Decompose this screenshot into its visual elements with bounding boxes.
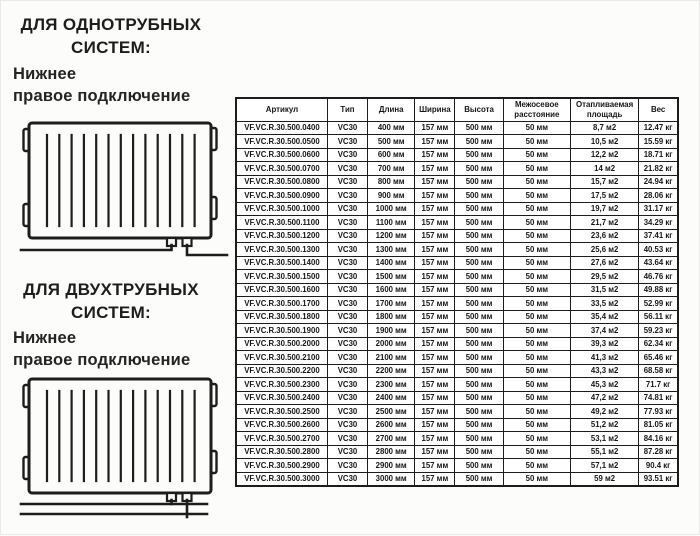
- column-header: Длина: [368, 98, 415, 121]
- table-cell: 50 мм: [503, 229, 570, 243]
- column-header: Межосевое расстояние: [503, 98, 570, 121]
- table-cell: 157 мм: [415, 297, 455, 311]
- table-cell: 41,3 м2: [570, 351, 638, 365]
- table-cell: VF.VC.R.30.500.1900: [236, 324, 327, 338]
- table-cell: 157 мм: [415, 135, 455, 149]
- table-cell: 2400 мм: [368, 391, 415, 405]
- table-cell: 1800 мм: [368, 310, 415, 324]
- table-cell: 157 мм: [415, 391, 455, 405]
- table-cell: 50 мм: [503, 121, 570, 135]
- table-cell: 12,2 м2: [570, 148, 638, 162]
- single-pipe-right: [187, 245, 227, 255]
- table-cell: 157 мм: [415, 229, 455, 243]
- table-cell: 500 мм: [455, 297, 503, 311]
- table-cell: 21.82 кг: [639, 162, 678, 176]
- table-cell: 157 мм: [415, 445, 455, 459]
- table-cell: VC30: [327, 216, 367, 230]
- table-cell: VC30: [327, 283, 367, 297]
- table-cell: 500 мм: [455, 162, 503, 176]
- table-cell: 81.05 кг: [639, 418, 678, 432]
- table-cell: 500 мм: [455, 418, 503, 432]
- table-cell: VF.VC.R.30.500.2000: [236, 337, 327, 351]
- table-cell: 24.94 кг: [639, 175, 678, 189]
- table-row: [236, 135, 678, 149]
- table-cell: 157 мм: [415, 324, 455, 338]
- table-cell: 50 мм: [503, 378, 570, 392]
- table-row: [236, 256, 678, 270]
- table-cell: 500 мм: [455, 216, 503, 230]
- two-pipe-systems-heading: ДЛЯ ДВУХТРУБНЫХ СИСТЕМ:: [23, 280, 199, 322]
- table-cell: 157 мм: [415, 162, 455, 176]
- table-cell: 157 мм: [415, 310, 455, 324]
- table-cell: 49,2 м2: [570, 405, 638, 419]
- column-header: Высота: [455, 98, 503, 121]
- table-cell: VF.VC.R.30.500.1600: [236, 283, 327, 297]
- table-cell: 10,5 м2: [570, 135, 638, 149]
- table-cell: 1500 мм: [368, 270, 415, 284]
- table-cell: 500 мм: [455, 378, 503, 392]
- table-cell: 33,5 м2: [570, 297, 638, 311]
- table-cell: 157 мм: [415, 405, 455, 419]
- table-cell: 500 мм: [455, 351, 503, 365]
- table-row: [236, 216, 678, 230]
- table-cell: 50 мм: [503, 459, 570, 473]
- table-cell: VC30: [327, 337, 367, 351]
- table-row: [236, 310, 678, 324]
- table-cell: 157 мм: [415, 148, 455, 162]
- table-cell: 68.58 кг: [639, 364, 678, 378]
- table-cell: 17,5 м2: [570, 189, 638, 203]
- table-row: [236, 337, 678, 351]
- table-cell: 50 мм: [503, 189, 570, 203]
- table-cell: VF.VC.R.30.500.1700: [236, 297, 327, 311]
- table-cell: VC30: [327, 297, 367, 311]
- table-row: [236, 459, 678, 473]
- table-cell: 157 мм: [415, 378, 455, 392]
- table-cell: 157 мм: [415, 432, 455, 446]
- table-row: [236, 418, 678, 432]
- table-row: [236, 270, 678, 284]
- table-cell: 45,3 м2: [570, 378, 638, 392]
- table-cell: 1900 мм: [368, 324, 415, 338]
- table-cell: 157 мм: [415, 243, 455, 257]
- table-cell: 157 мм: [415, 270, 455, 284]
- table-cell: 65.46 кг: [639, 351, 678, 365]
- table-cell: VF.VC.R.30.500.1300: [236, 243, 327, 257]
- one-pipe-systems-heading: ДЛЯ ОДНОТРУБНЫХ СИСТЕМ:: [20, 15, 202, 57]
- connection-label-line2: правое подключение: [13, 87, 191, 105]
- table-cell: 50 мм: [503, 243, 570, 257]
- table-cell: VF.VC.R.30.500.2500: [236, 405, 327, 419]
- table-cell: 62.34 кг: [639, 337, 678, 351]
- table-cell: 40.53 кг: [639, 243, 678, 257]
- table-cell: 28.06 кг: [639, 189, 678, 203]
- table-cell: 12.47 кг: [639, 121, 678, 135]
- spec-table-body: [236, 121, 678, 486]
- table-cell: 1200 мм: [368, 229, 415, 243]
- table-cell: VC30: [327, 351, 367, 365]
- table-cell: 157 мм: [415, 472, 455, 486]
- table-cell: VF.VC.R.30.500.3000: [236, 472, 327, 486]
- table-cell: 157 мм: [415, 189, 455, 203]
- table-cell: VC30: [327, 364, 367, 378]
- table-cell: 43.64 кг: [639, 256, 678, 270]
- table-cell: 18.71 кг: [639, 148, 678, 162]
- table-cell: 50 мм: [503, 175, 570, 189]
- table-cell: 2900 мм: [368, 459, 415, 473]
- table-cell: 500 мм: [455, 229, 503, 243]
- table-cell: 157 мм: [415, 175, 455, 189]
- table-cell: VC30: [327, 378, 367, 392]
- table-cell: VC30: [327, 135, 367, 149]
- table-cell: 2500 мм: [368, 405, 415, 419]
- table-cell: VF.VC.R.30.500.2700: [236, 432, 327, 446]
- table-cell: 50 мм: [503, 297, 570, 311]
- table-row: [236, 445, 678, 459]
- table-cell: 157 мм: [415, 351, 455, 365]
- table-cell: 157 мм: [415, 202, 455, 216]
- table-cell: 500 мм: [455, 337, 503, 351]
- table-cell: 500 мм: [455, 432, 503, 446]
- column-header: Отапливаемая площадь: [570, 98, 638, 121]
- table-cell: 39,3 м2: [570, 337, 638, 351]
- table-cell: 50 мм: [503, 270, 570, 284]
- table-cell: 2300 мм: [368, 378, 415, 392]
- table-cell: 50 мм: [503, 216, 570, 230]
- connection-label-line1: Нижнее: [13, 329, 77, 347]
- table-cell: 59 м2: [570, 472, 638, 486]
- table-row: [236, 405, 678, 419]
- table-cell: 57,1 м2: [570, 459, 638, 473]
- table-cell: VC30: [327, 472, 367, 486]
- table-cell: VF.VC.R.30.500.1500: [236, 270, 327, 284]
- table-cell: 2000 мм: [368, 337, 415, 351]
- table-cell: 53,1 м2: [570, 432, 638, 446]
- table-cell: 500 мм: [455, 364, 503, 378]
- table-cell: 8,7 м2: [570, 121, 638, 135]
- table-cell: 15,7 м2: [570, 175, 638, 189]
- table-row: [236, 324, 678, 338]
- table-cell: 500 мм: [455, 324, 503, 338]
- table-cell: 23,6 м2: [570, 229, 638, 243]
- single-pipe-radiator-diagram: [1, 113, 231, 263]
- table-row: [236, 121, 678, 135]
- table-row: [236, 297, 678, 311]
- table-cell: VF.VC.R.30.500.0500: [236, 135, 327, 149]
- table-cell: 500 мм: [455, 310, 503, 324]
- table-row: [236, 162, 678, 176]
- table-cell: VC30: [327, 432, 367, 446]
- two-pipe-connection-label: [13, 327, 228, 371]
- table-row: [236, 351, 678, 365]
- table-cell: VC30: [327, 459, 367, 473]
- table-cell: VC30: [327, 324, 367, 338]
- table-cell: VC30: [327, 121, 367, 135]
- table-cell: 500 мм: [368, 135, 415, 149]
- table-cell: VC30: [327, 270, 367, 284]
- table-cell: 50 мм: [503, 445, 570, 459]
- table-cell: 2700 мм: [368, 432, 415, 446]
- table-cell: 15.59 кг: [639, 135, 678, 149]
- table-cell: 49.88 кг: [639, 283, 678, 297]
- table-cell: 14 м2: [570, 162, 638, 176]
- table-cell: 50 мм: [503, 364, 570, 378]
- table-row: [236, 378, 678, 392]
- table-cell: 50 мм: [503, 418, 570, 432]
- table-cell: 900 мм: [368, 189, 415, 203]
- table-row: [236, 229, 678, 243]
- table-cell: 50 мм: [503, 351, 570, 365]
- table-cell: VF.VC.R.30.500.1200: [236, 229, 327, 243]
- table-cell: 500 мм: [455, 135, 503, 149]
- table-row: [236, 148, 678, 162]
- table-cell: VC30: [327, 391, 367, 405]
- connection-schemes-panel: [1, 1, 233, 536]
- column-header: Вес: [639, 98, 678, 121]
- table-cell: VC30: [327, 148, 367, 162]
- table-row: [236, 202, 678, 216]
- table-cell: VF.VC.R.30.500.2100: [236, 351, 327, 365]
- table-cell: VF.VC.R.30.500.1100: [236, 216, 327, 230]
- table-cell: VF.VC.R.30.500.2900: [236, 459, 327, 473]
- table-cell: 37,4 м2: [570, 324, 638, 338]
- table-cell: 46.76 кг: [639, 270, 678, 284]
- table-cell: 2100 мм: [368, 351, 415, 365]
- table-cell: 84.16 кг: [639, 432, 678, 446]
- table-cell: 157 мм: [415, 364, 455, 378]
- column-header: Артикул: [236, 98, 327, 121]
- table-cell: 500 мм: [455, 405, 503, 419]
- table-row: [236, 175, 678, 189]
- table-row: [236, 283, 678, 297]
- table-cell: VC30: [327, 162, 367, 176]
- table-cell: VC30: [327, 229, 367, 243]
- table-cell: 51,2 м2: [570, 418, 638, 432]
- table-cell: 50 мм: [503, 256, 570, 270]
- column-header: Ширина: [415, 98, 455, 121]
- table-cell: 157 мм: [415, 121, 455, 135]
- table-cell: VF.VC.R.30.500.2800: [236, 445, 327, 459]
- table-cell: 1400 мм: [368, 256, 415, 270]
- table-cell: 35,4 м2: [570, 310, 638, 324]
- table-cell: 157 мм: [415, 337, 455, 351]
- table-row: [236, 391, 678, 405]
- table-cell: 52.99 кг: [639, 297, 678, 311]
- table-cell: 34.29 кг: [639, 216, 678, 230]
- table-cell: 87.28 кг: [639, 445, 678, 459]
- table-cell: 1700 мм: [368, 297, 415, 311]
- table-cell: 50 мм: [503, 148, 570, 162]
- table-cell: 500 мм: [455, 391, 503, 405]
- table-cell: 157 мм: [415, 256, 455, 270]
- table-cell: VF.VC.R.30.500.0400: [236, 121, 327, 135]
- table-cell: 93.51 кг: [639, 472, 678, 486]
- table-cell: 25,6 м2: [570, 243, 638, 257]
- table-cell: VF.VC.R.30.500.2400: [236, 391, 327, 405]
- table-cell: VF.VC.R.30.500.0600: [236, 148, 327, 162]
- radiator-spec-table: [235, 97, 679, 487]
- table-cell: 29,5 м2: [570, 270, 638, 284]
- table-cell: 77.93 кг: [639, 405, 678, 419]
- table-cell: 500 мм: [455, 270, 503, 284]
- table-cell: 400 мм: [368, 121, 415, 135]
- table-row: [236, 189, 678, 203]
- table-cell: VC30: [327, 189, 367, 203]
- table-cell: 21,7 м2: [570, 216, 638, 230]
- table-cell: VF.VC.R.30.500.0900: [236, 189, 327, 203]
- table-cell: 37.41 кг: [639, 229, 678, 243]
- table-cell: VF.VC.R.30.500.0700: [236, 162, 327, 176]
- table-cell: 43,3 м2: [570, 364, 638, 378]
- one-pipe-connection-label: [13, 63, 228, 107]
- table-cell: VF.VC.R.30.500.1000: [236, 202, 327, 216]
- table-row: [236, 243, 678, 257]
- table-cell: 500 мм: [455, 283, 503, 297]
- table-cell: 500 мм: [455, 459, 503, 473]
- table-row: [236, 432, 678, 446]
- table-cell: 50 мм: [503, 405, 570, 419]
- table-cell: 500 мм: [455, 202, 503, 216]
- table-cell: VC30: [327, 202, 367, 216]
- table-cell: 1600 мм: [368, 283, 415, 297]
- table-cell: 600 мм: [368, 148, 415, 162]
- table-cell: 1100 мм: [368, 216, 415, 230]
- table-cell: 50 мм: [503, 324, 570, 338]
- table-cell: 50 мм: [503, 337, 570, 351]
- table-cell: VC30: [327, 418, 367, 432]
- two-pipe-radiator-diagram: [1, 369, 231, 531]
- table-cell: VF.VC.R.30.500.1800: [236, 310, 327, 324]
- table-cell: VC30: [327, 405, 367, 419]
- table-cell: 55,1 м2: [570, 445, 638, 459]
- table-row: [236, 472, 678, 486]
- table-cell: 50 мм: [503, 162, 570, 176]
- table-cell: 56.11 кг: [639, 310, 678, 324]
- table-cell: 50 мм: [503, 432, 570, 446]
- table-header-row: [236, 98, 678, 121]
- table-cell: 50 мм: [503, 283, 570, 297]
- table-cell: VC30: [327, 175, 367, 189]
- table-cell: 800 мм: [368, 175, 415, 189]
- table-cell: 90.4 кг: [639, 459, 678, 473]
- table-cell: 500 мм: [455, 445, 503, 459]
- table-row: [236, 364, 678, 378]
- single-pipe-left: [21, 245, 172, 250]
- table-cell: 50 мм: [503, 391, 570, 405]
- table-cell: VF.VC.R.30.500.2200: [236, 364, 327, 378]
- table-cell: 500 мм: [455, 175, 503, 189]
- table-cell: 157 мм: [415, 216, 455, 230]
- table-cell: VC30: [327, 310, 367, 324]
- table-cell: 1300 мм: [368, 243, 415, 257]
- table-cell: VF.VC.R.30.500.2300: [236, 378, 327, 392]
- table-cell: 700 мм: [368, 162, 415, 176]
- table-cell: VF.VC.R.30.500.2600: [236, 418, 327, 432]
- table-cell: 50 мм: [503, 135, 570, 149]
- table-cell: 500 мм: [455, 256, 503, 270]
- table-cell: 31.17 кг: [639, 202, 678, 216]
- connection-label-line1: Нижнее: [13, 65, 77, 83]
- table-cell: 500 мм: [455, 472, 503, 486]
- table-cell: VC30: [327, 256, 367, 270]
- table-cell: 3000 мм: [368, 472, 415, 486]
- table-cell: 71.7 кг: [639, 378, 678, 392]
- table-cell: 2600 мм: [368, 418, 415, 432]
- table-cell: 500 мм: [455, 148, 503, 162]
- table-cell: 157 мм: [415, 418, 455, 432]
- connection-label-line2: правое подключение: [13, 351, 191, 369]
- table-cell: 31,5 м2: [570, 283, 638, 297]
- table-cell: 19,7 м2: [570, 202, 638, 216]
- table-cell: 2800 мм: [368, 445, 415, 459]
- table-cell: 50 мм: [503, 472, 570, 486]
- radiator-spec-table-panel: [235, 97, 679, 487]
- table-cell: 1000 мм: [368, 202, 415, 216]
- table-cell: 50 мм: [503, 202, 570, 216]
- table-cell: 500 мм: [455, 189, 503, 203]
- table-cell: VF.VC.R.30.500.1400: [236, 256, 327, 270]
- table-cell: 157 мм: [415, 459, 455, 473]
- table-cell: 500 мм: [455, 121, 503, 135]
- table-cell: 50 мм: [503, 310, 570, 324]
- table-cell: 59.23 кг: [639, 324, 678, 338]
- table-cell: VC30: [327, 243, 367, 257]
- table-cell: 27,6 м2: [570, 256, 638, 270]
- table-cell: VF.VC.R.30.500.0800: [236, 175, 327, 189]
- table-cell: 2200 мм: [368, 364, 415, 378]
- table-cell: 500 мм: [455, 243, 503, 257]
- table-cell: 157 мм: [415, 283, 455, 297]
- table-cell: VC30: [327, 445, 367, 459]
- column-header: Тип: [327, 98, 367, 121]
- table-cell: 74.81 кг: [639, 391, 678, 405]
- table-cell: 47,2 м2: [570, 391, 638, 405]
